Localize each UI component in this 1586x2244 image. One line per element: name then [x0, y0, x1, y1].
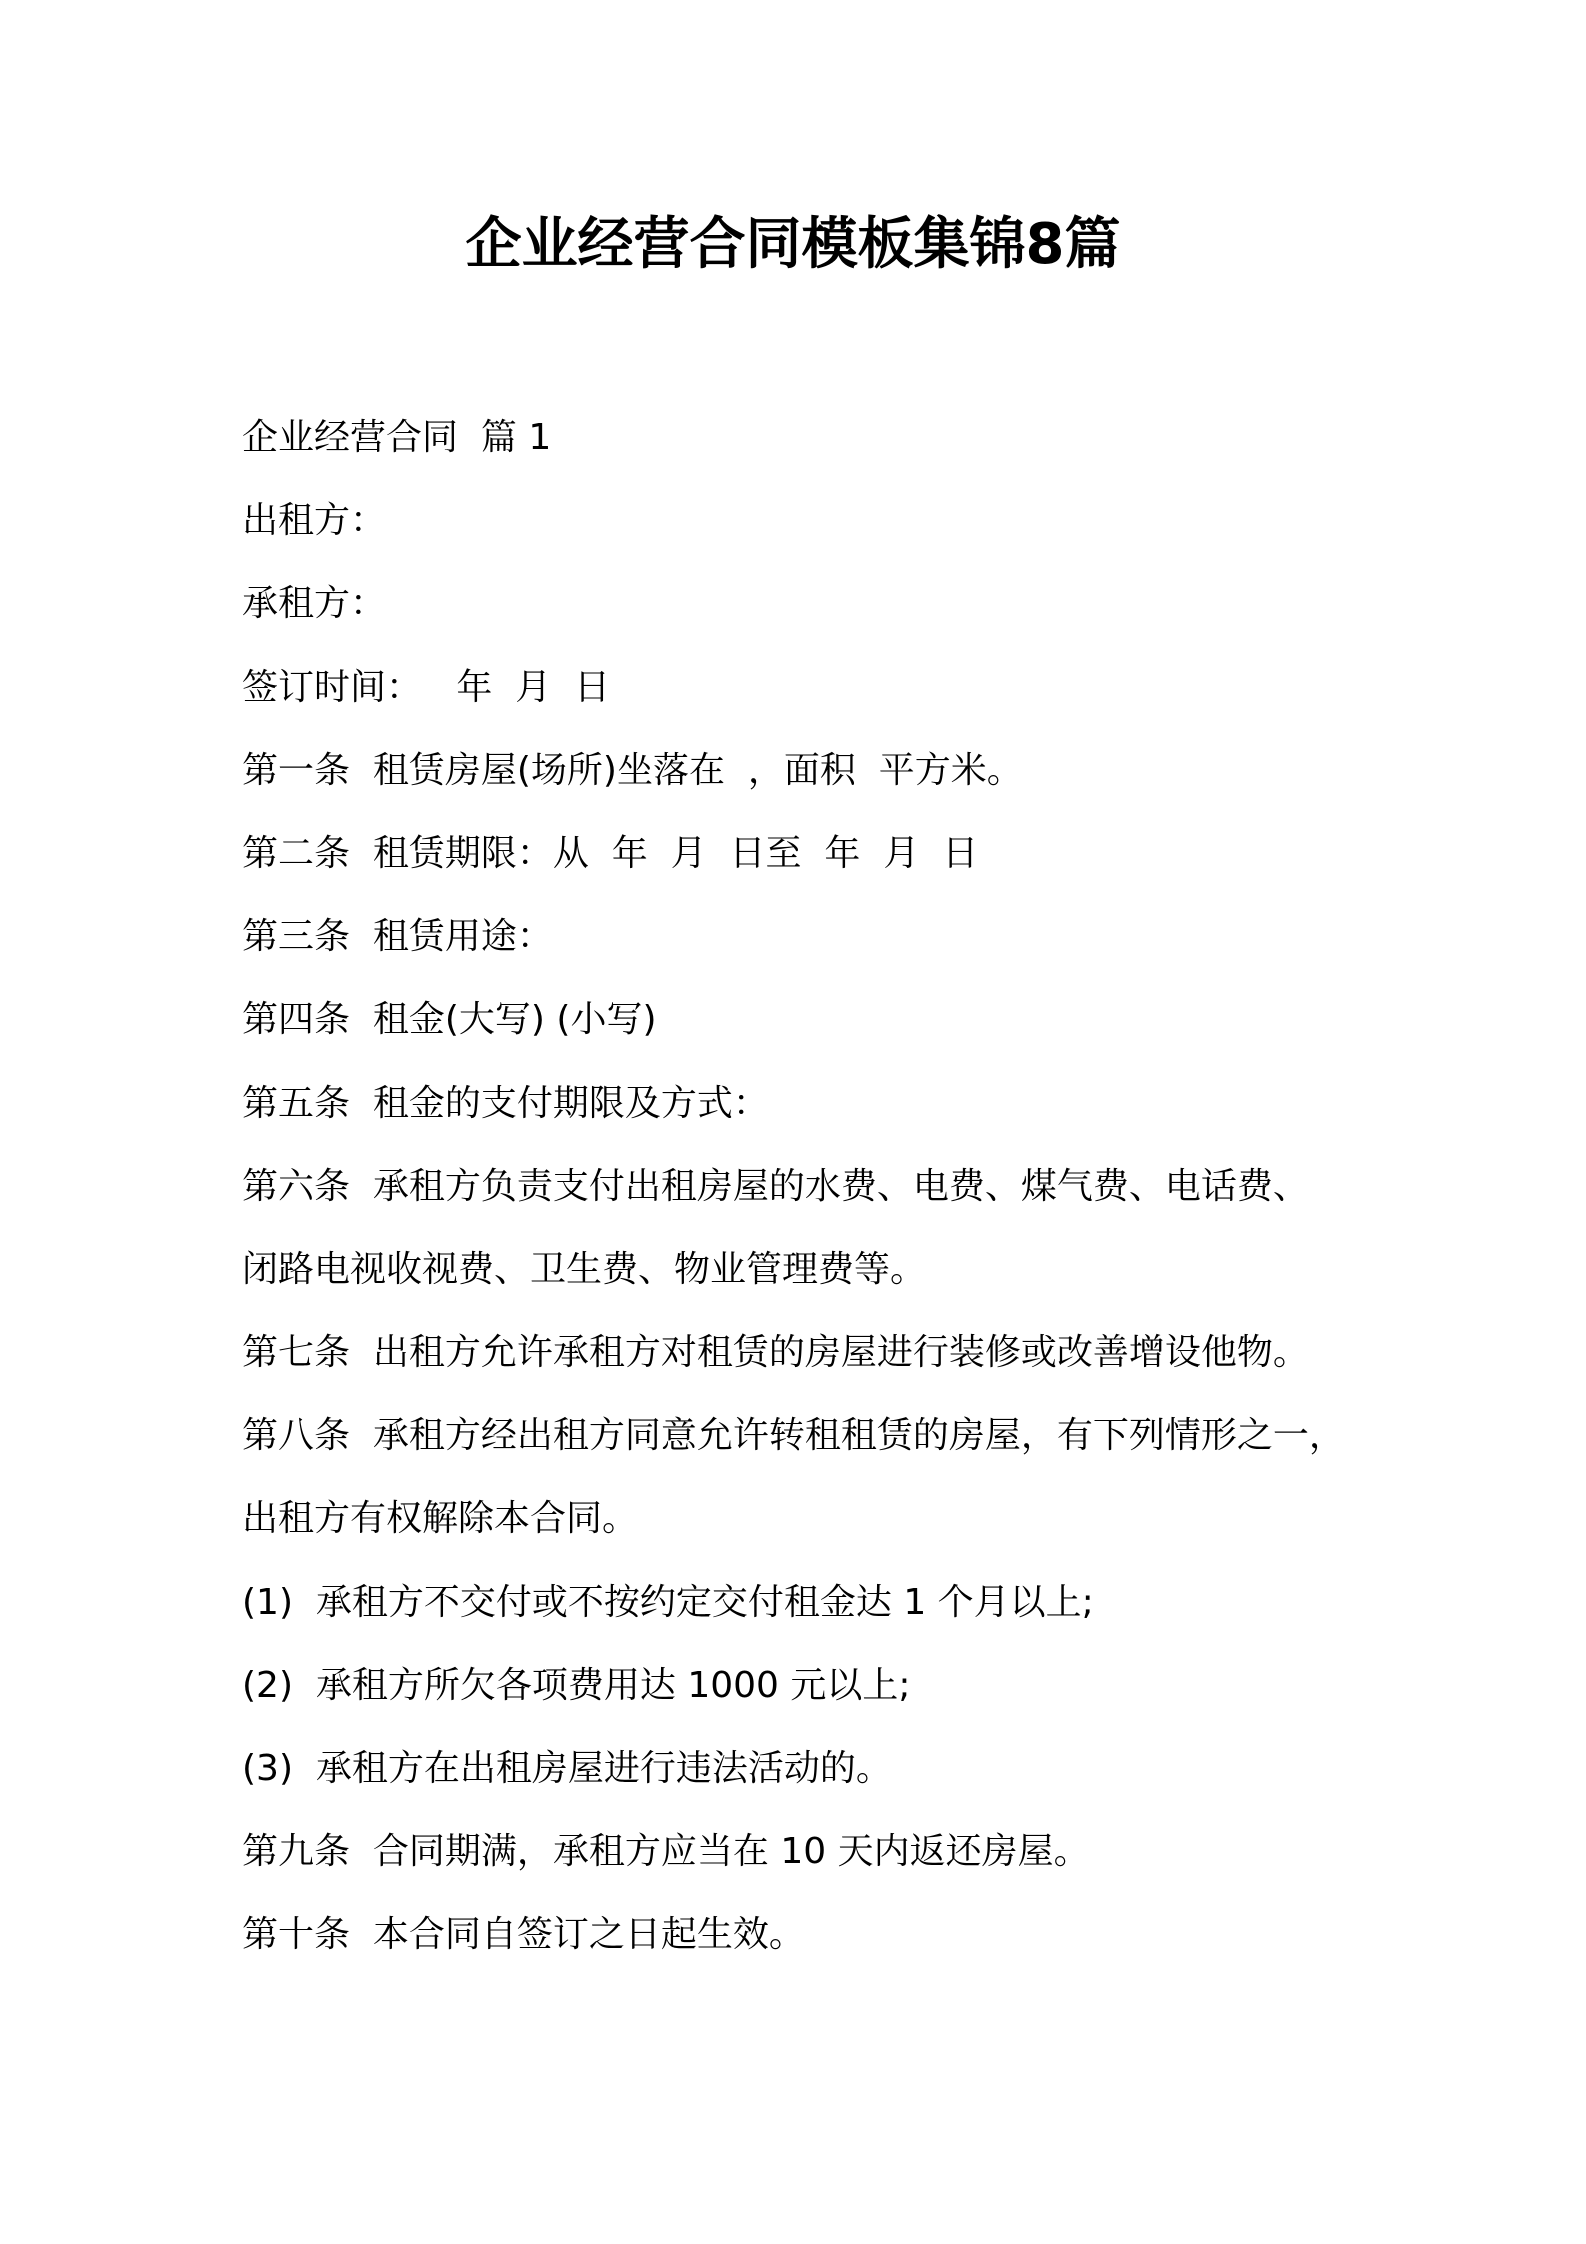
- section-heading: 企业经营合同 篇 1: [242, 417, 552, 458]
- clause-8: 第八条 承租方经出租方同意允许转租租赁的房屋，有下列情形之一，: [242, 1415, 1345, 1457]
- document-title: 企业经营合同模板集锦8篇: [465, 212, 1121, 277]
- lessor-field: 出租方：: [242, 500, 387, 542]
- clause-2: 第二条 租赁期限：从 年 月 日至 年 月 日: [242, 832, 979, 874]
- clause-9: 第九条 合同期满，承租方应当在 10 天内返还房屋。: [242, 1831, 1090, 1873]
- clause-1: 第一条 租赁房屋(场所)坐落在 ，面积 平方米。: [242, 749, 1023, 791]
- lessee-field: 承租方：: [242, 583, 387, 625]
- clause-4: 第四条 租金(大写) (小写): [242, 999, 657, 1041]
- clause-8-continued: 出租方有权解除本合同。: [242, 1498, 639, 1540]
- clause-8-item-2: (2) 承租方所欠各项费用达 1000 元以上;: [242, 1664, 911, 1706]
- clause-8-item-3: (3) 承租方在出租房屋进行违法活动的。: [242, 1748, 892, 1789]
- clause-8-item-1: (1) 承租方不交付或不按约定交付租金达 1 个月以上;: [242, 1581, 1094, 1623]
- clause-6: 第六条 承租方负责支付出租房屋的水费、电费、煤气费、电话费、: [242, 1165, 1309, 1207]
- clause-6-continued: 闭路电视收视费、卫生费、物业管理费等。: [242, 1248, 927, 1290]
- clause-10: 第十条 本合同自签订之日起生效。: [242, 1914, 805, 1956]
- clause-7: 第七条 出租方允许承租方对租赁的房屋进行装修或改善增设他物。: [242, 1332, 1309, 1374]
- clause-3: 第三条 租赁用途：: [242, 916, 553, 958]
- document-body: [242, 408, 1382, 1989]
- signing-date-field: 签订时间： 年 月 日: [242, 666, 611, 708]
- clause-5: 第五条 租金的支付期限及方式：: [242, 1082, 769, 1124]
